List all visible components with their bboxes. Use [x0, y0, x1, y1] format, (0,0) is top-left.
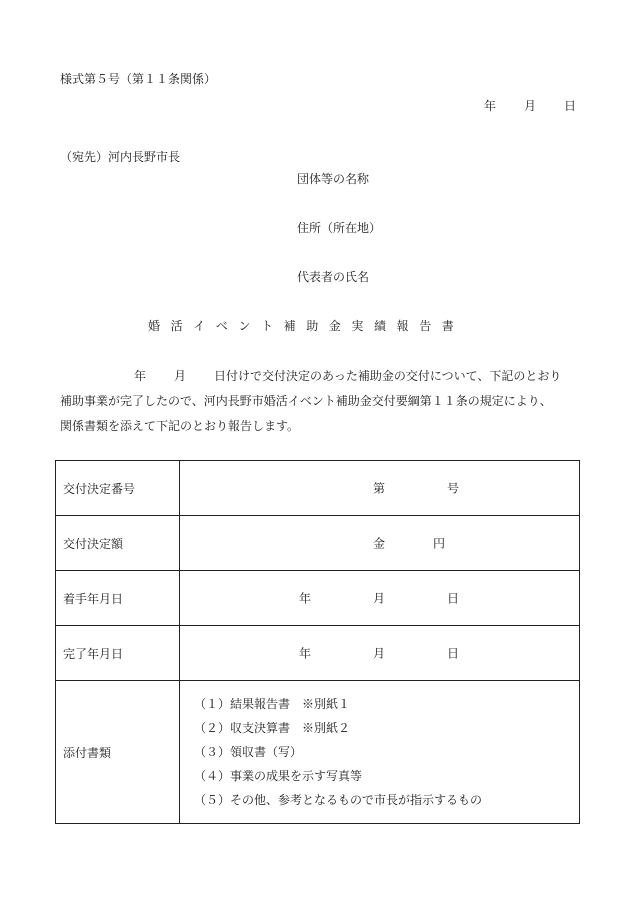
- mark-go: 号: [447, 481, 460, 496]
- representative-name-label: 代表者の氏名: [297, 270, 370, 284]
- document-title: 婚活イベント補助金実績報告書: [148, 319, 465, 333]
- org-address-label: 住所（所在地）: [297, 221, 382, 235]
- mark-month: 月: [373, 646, 386, 661]
- table-row: [56, 516, 580, 571]
- date-day-label: 日: [564, 99, 577, 113]
- intro-line-1: [134, 367, 561, 384]
- row-label-decision-number: 交付決定番号: [56, 461, 180, 516]
- table-row: [56, 571, 580, 626]
- intro-line-1-text: 日付けで交付決定のあった補助金の交付について、下記のとおり: [214, 369, 562, 383]
- mark-dai: 第: [373, 481, 386, 496]
- date-month-label: 月: [524, 99, 537, 113]
- mark-kin: 金: [373, 536, 386, 551]
- completion-date-value: [180, 626, 580, 681]
- attachment-item: （４）事業の成果を示す写真等: [194, 769, 363, 783]
- mark-year: 年: [299, 591, 312, 606]
- attachments-list: [180, 681, 580, 824]
- submission-date: [484, 97, 576, 114]
- start-date-value: [180, 571, 580, 626]
- table-row: [56, 461, 580, 516]
- addressee: （宛先）河内長野市長: [60, 150, 181, 164]
- row-label-attachments: 添付書類: [56, 681, 180, 824]
- decision-amount-value: [180, 516, 580, 571]
- form-number: 様式第５号（第１１条関係）: [60, 72, 217, 86]
- attachment-item: （５）その他、参考となるもので市長が指示するもの: [194, 793, 483, 807]
- intro-month-label: 月: [174, 369, 187, 383]
- attachment-item: （２）収支決算書 ※別紙２: [194, 721, 351, 735]
- table-row: [56, 681, 580, 824]
- mark-month: 月: [373, 591, 386, 606]
- intro-line-2: 補助事業が完了したので、河内長野市婚活イベント補助金交付要綱第１１条の規定により、: [60, 394, 552, 408]
- mark-day: 日: [447, 646, 460, 661]
- row-label-decision-amount: 交付決定額: [56, 516, 180, 571]
- table-row: [56, 626, 580, 681]
- report-table: [55, 460, 580, 824]
- row-label-start-date: 着手年月日: [56, 571, 180, 626]
- intro-line-3: 関係書類を添えて下記のとおり報告します。: [60, 419, 300, 433]
- decision-number-value: [180, 461, 580, 516]
- org-name-label: 団体等の名称: [297, 172, 370, 186]
- mark-en: 円: [433, 536, 446, 551]
- mark-day: 日: [447, 591, 460, 606]
- attachment-item: （３）領収書（写）: [194, 745, 303, 759]
- attachment-item: （１）結果報告書 ※別紙１: [194, 697, 351, 711]
- intro-year-label: 年: [134, 369, 147, 383]
- row-label-completion-date: 完了年月日: [56, 626, 180, 681]
- date-year-label: 年: [484, 99, 497, 113]
- mark-year: 年: [299, 646, 312, 661]
